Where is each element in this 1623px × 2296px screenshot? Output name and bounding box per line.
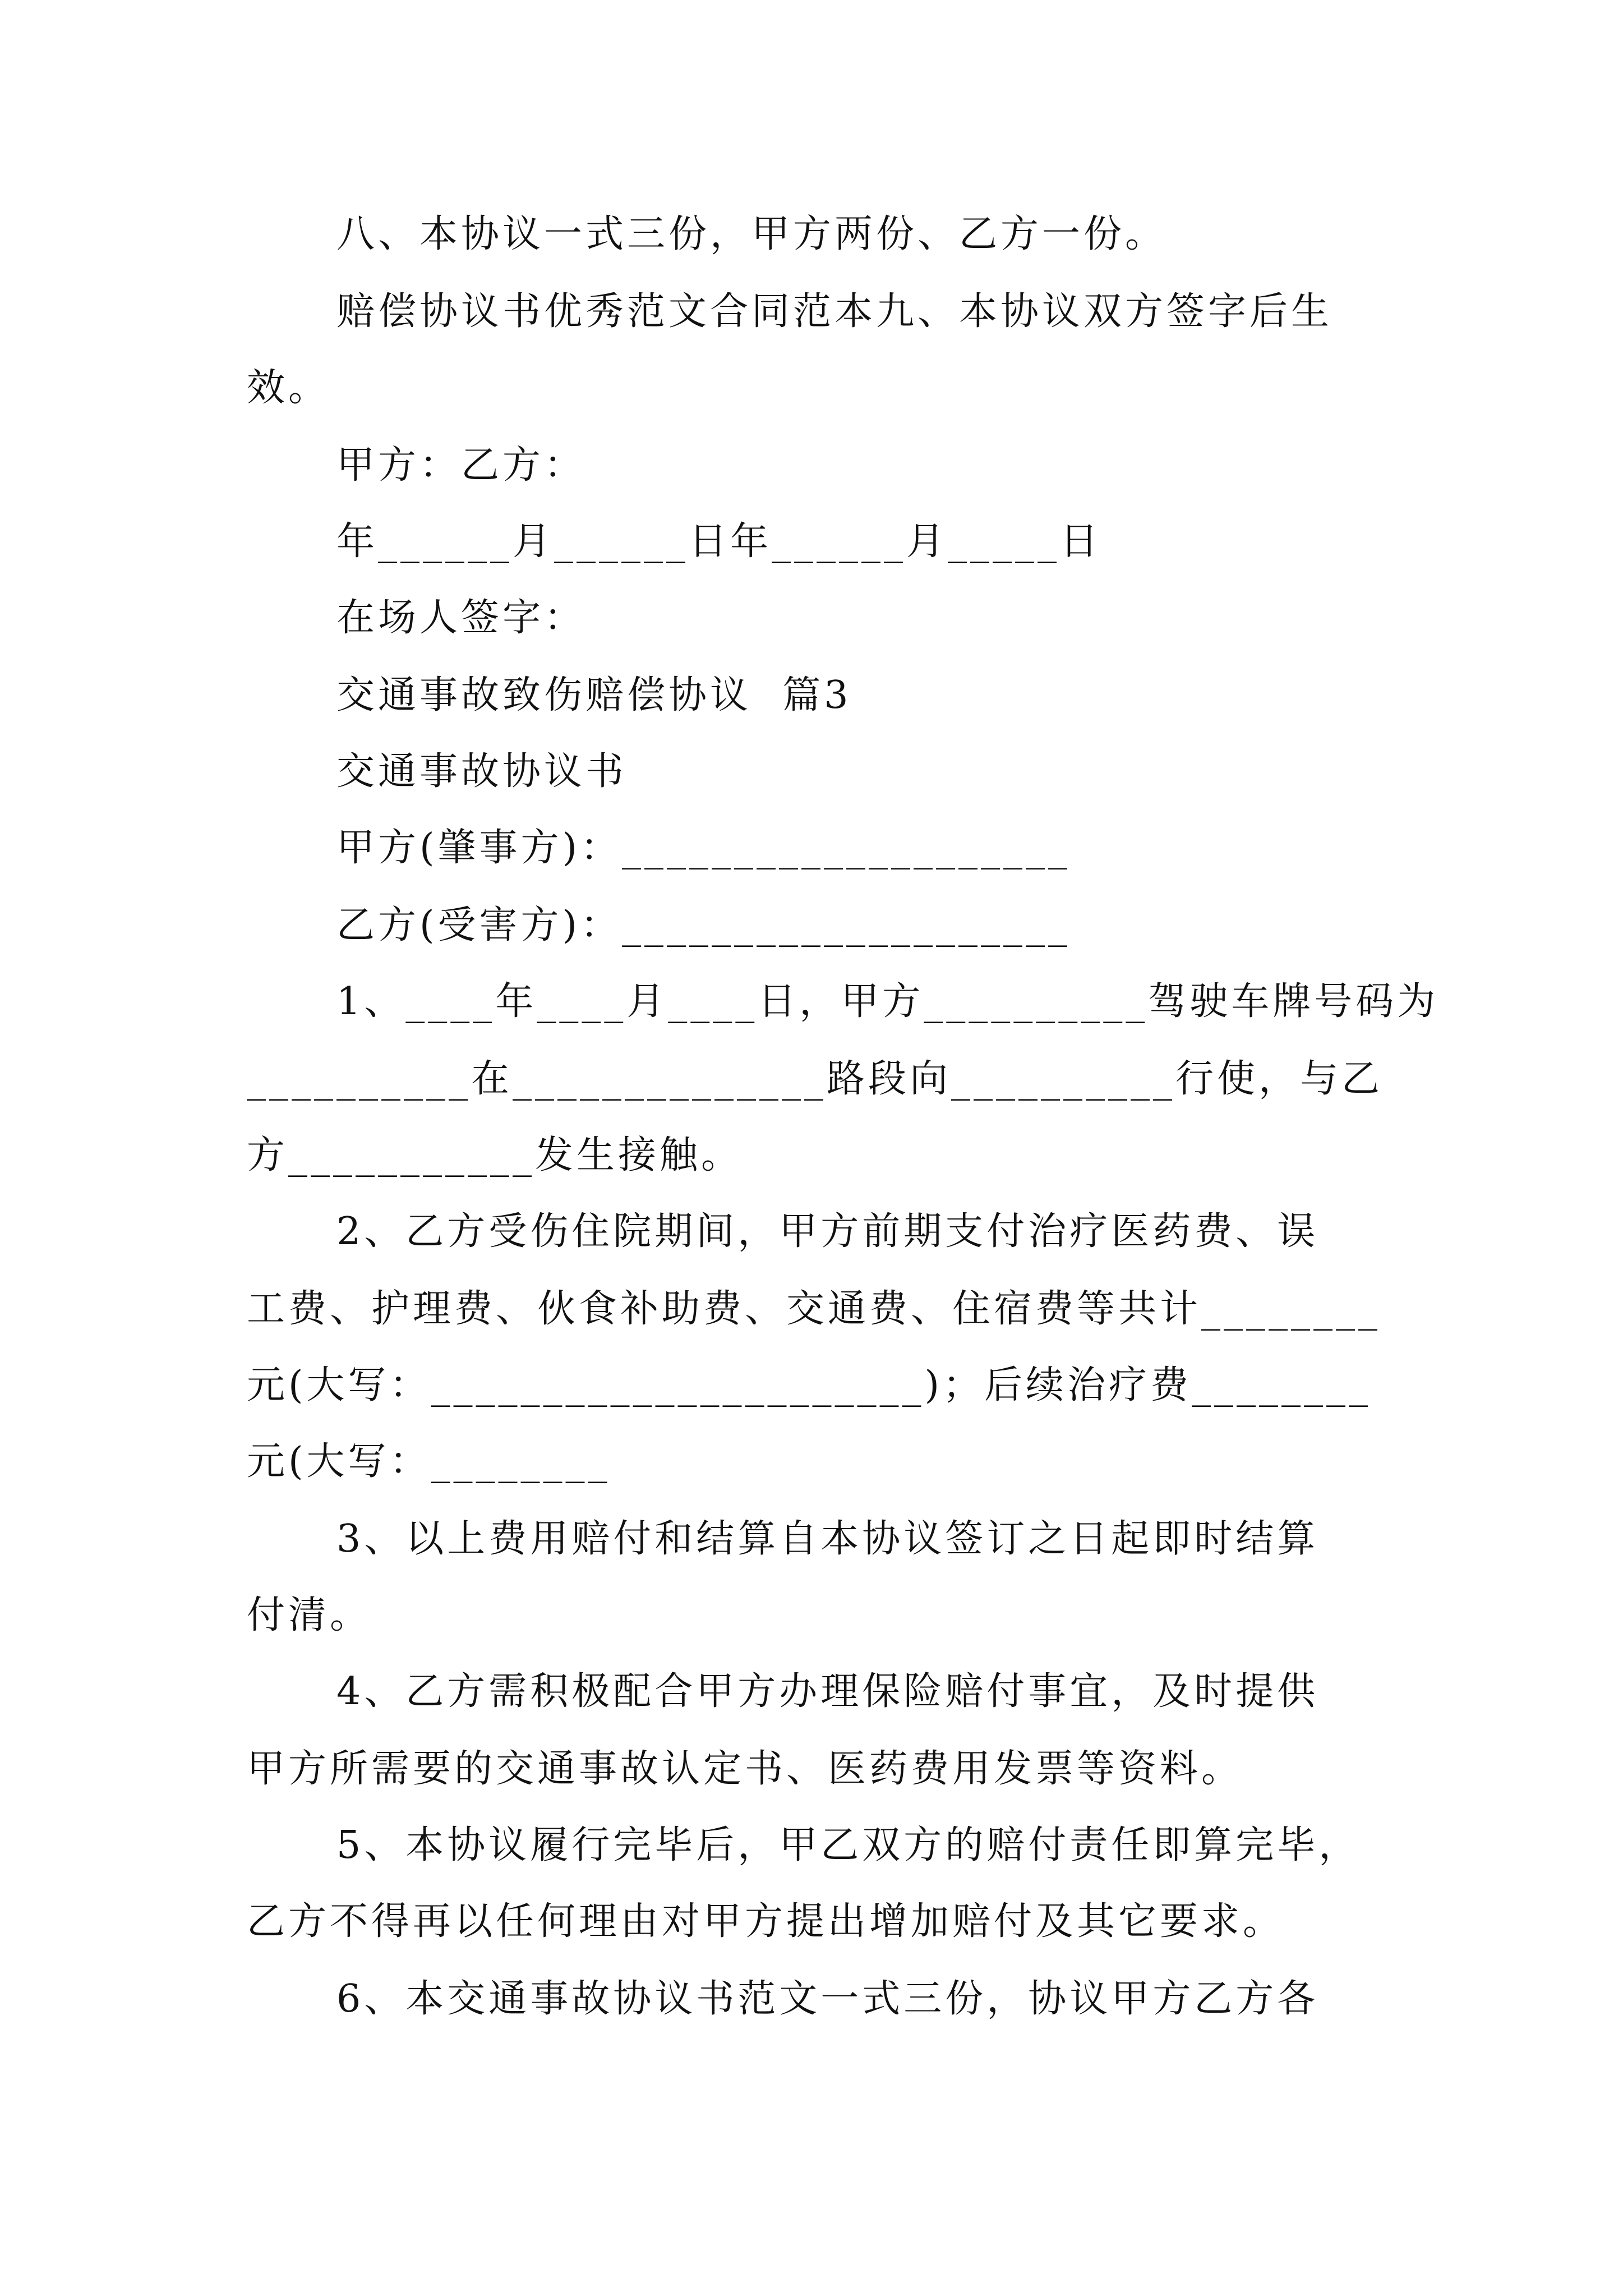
clause-2-line-continued: 工费、护理费、伙食补助费、交通费、住宿费等共计________ — [247, 1287, 1381, 1331]
clause-2-line: 2、乙方受伤住院期间，甲方前期支付治疗医药费、误 — [336, 1209, 1319, 1254]
clause-2-line-continued: 元(大写：________ — [247, 1439, 611, 1484]
clause-5-line: 5、本协议履行完毕后，甲乙双方的赔付责任即算完毕， — [336, 1823, 1361, 1867]
date-line: 年______月______日年______月_____日 — [336, 519, 1102, 564]
clause-6-line: 6、本交通事故协议书范文一式三份，协议甲方乙方各 — [336, 1977, 1319, 2021]
party-a-line: 甲方(肇事方)：____________________ — [336, 826, 1071, 870]
clause-4-line-continued: 甲方所需要的交通事故认定书、医药费用发票等资料。 — [247, 1747, 1243, 1791]
document-title: 交通事故协议书 — [336, 749, 628, 794]
witness-signature-line: 在场人签字： — [336, 596, 586, 640]
clause-4-line: 4、乙方需积极配合甲方办理保险赔付事宜，及时提供 — [336, 1669, 1319, 1714]
clause-1-line-continued: __________在______________路段向__________行使，与乙 — [247, 1057, 1384, 1101]
party-label-line: 甲方：乙方： — [336, 443, 586, 487]
clause-1-line: 1、____年____月____日，甲方__________驾驶车牌号码为 — [336, 979, 1439, 1024]
clause-3-line-continued: 付清。 — [247, 1593, 372, 1637]
clause-2-line-continued: 元(大写：______________________)；后续治疗费________ — [247, 1363, 1372, 1407]
section-heading: 交通事故致伤赔偿协议 篇3 — [336, 673, 852, 717]
paragraph-line-continued: 效。 — [247, 366, 330, 410]
clause-8-line: 八、本协议一式三份，甲方两份、乙方一份。 — [336, 212, 1167, 256]
clause-5-line-continued: 乙方不得再以任何理由对甲方提出增加赔付及其它要求。 — [247, 1899, 1285, 1944]
clause-3-line: 3、以上费用赔付和结算自本协议签订之日起即时结算 — [336, 1517, 1319, 1561]
party-b-line: 乙方(受害方)：____________________ — [336, 903, 1071, 947]
paragraph-line: 赔偿协议书优秀范文合同范本九、本协议双方签字后生 — [336, 289, 1333, 334]
clause-1-line-continued: 方___________发生接触。 — [247, 1133, 743, 1177]
